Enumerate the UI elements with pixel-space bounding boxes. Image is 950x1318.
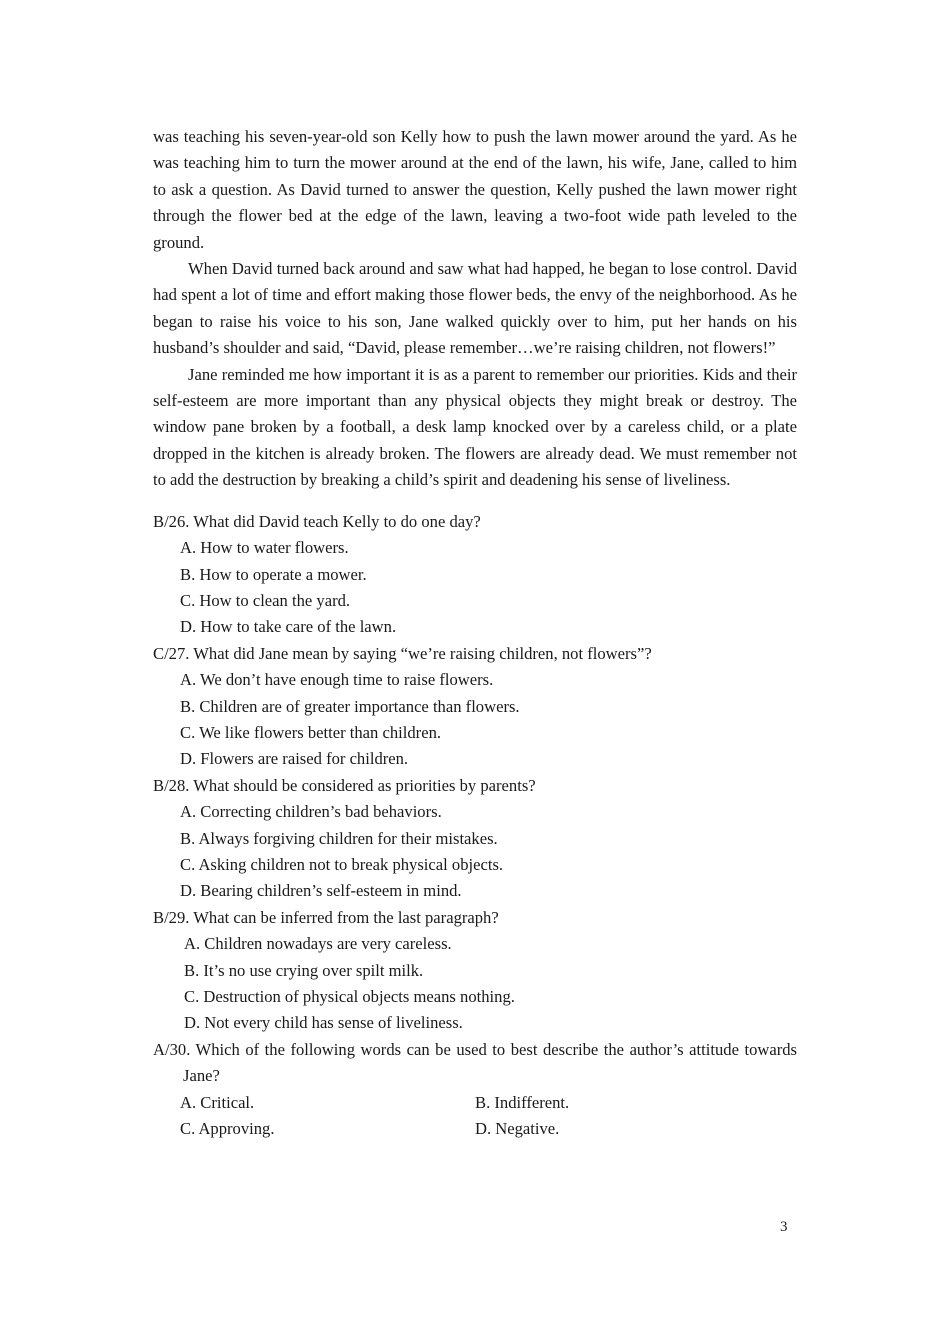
option-b: B. Indifferent. (475, 1092, 570, 1112)
passage-paragraph-1: was teaching his seven-year-old son Kelly how to push the lawn mower around the yard. As he was teaching him to turn the mower around at the end of the lawn, his wife, Jane, called to him to ask a question. As David turned to answer the question, Kelly pushed the lawn mower right through the flower bed at the edge of the lawn, leaving a two-foot wide path leveled to the ground. (153, 127, 797, 252)
option-b: B. Always forgiving children for their mistakes. (180, 828, 498, 848)
option-a: A. Children nowadays are very careless. (184, 934, 452, 954)
option-d: D. Bearing children’s self-esteem in mind. (180, 881, 462, 901)
option-a: A. Critical. (180, 1092, 255, 1112)
passage-paragraph-2: When David turned back around and saw what had happed, he began to lose control. David had spent a lot of time and effort making those flower beds, the envy of the neighborhood. As he began to raise his voice to his son, Jane walked quickly over to him, put her hands on his husband’s shoulder and said, “David, please remember…we’re raising children, not flowers!” (153, 259, 797, 358)
question-list (153, 509, 797, 1143)
question-stem: B/29. What can be inferred from the last paragraph? (153, 907, 499, 927)
page-number: 3 (780, 1219, 788, 1235)
option-c: C. Asking children not to break physical objects. (180, 854, 504, 874)
option-b: B. How to operate a mower. (180, 564, 367, 584)
passage-paragraph-3: Jane reminded me how important it is as a parent to remember our priorities. Kids and their self-esteem are more important than any physical objects they might break or destroy. The window pane broken by a football, a desk lamp knocked over by a careless child, or a plate dropped in the kitchen is already broken. The flowers are already dead. We must remember not to add the destruction by breaking a child’s spirit and deadening his sense of liveliness. (153, 364, 797, 490)
option-b: B. It’s no use crying over spilt milk. (184, 960, 424, 980)
question-29 (153, 905, 797, 1037)
option-b: B. Children are of greater importance than flowers. (180, 696, 520, 716)
question-stem: B/26. What did David teach Kelly to do one day? (153, 511, 481, 531)
question-stem: A/30. Which of the following words can be used to best describe the author’s attitude towards Jane? (153, 1039, 797, 1086)
option-c: C. We like flowers better than children. (180, 722, 442, 742)
option-c: C. Approving. (180, 1119, 275, 1139)
option-a: A. Correcting children’s bad behaviors. (180, 802, 442, 822)
option-d: D. Not every child has sense of liveliness. (184, 1013, 463, 1033)
option-a: A. How to water flowers. (180, 538, 349, 558)
reading-passage (153, 124, 797, 494)
option-c: C. Destruction of physical objects means nothing. (184, 987, 515, 1006)
question-27 (153, 641, 797, 773)
question-30 (153, 1037, 797, 1143)
option-d: D. How to take care of the lawn. (180, 617, 397, 637)
question-28 (153, 773, 797, 905)
option-grid (153, 1090, 797, 1143)
option-d: D. Flowers are raised for children. (180, 749, 409, 769)
question-26 (153, 509, 797, 641)
question-stem: B/28. What should be considered as priorities by parents? (153, 775, 536, 795)
option-c: C. How to clean the yard. (180, 590, 351, 610)
option-d: D. Negative. (475, 1119, 560, 1139)
option-a: A. We don’t have enough time to raise flowers. (180, 670, 494, 690)
page-content (153, 124, 797, 1142)
question-stem: C/27. What did Jane mean by saying “we’re raising children, not flowers”? (153, 643, 652, 663)
